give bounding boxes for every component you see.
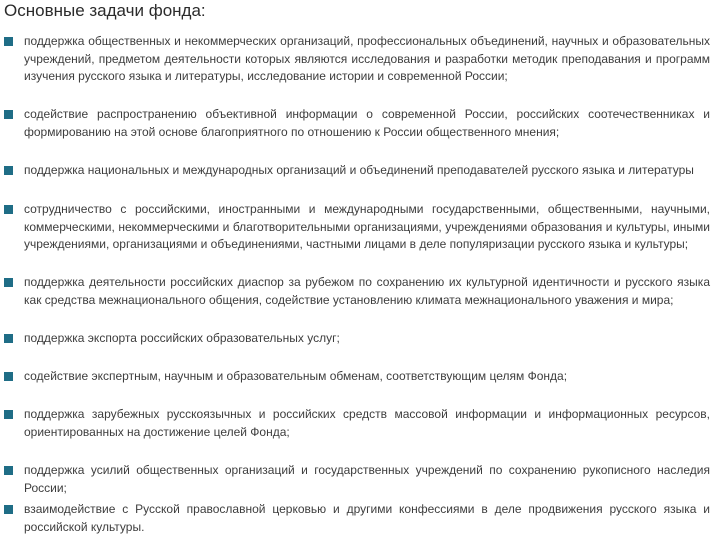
list-item-text: содействие экспертным, научным и образовательным обменам, соответствующим целям Фонда; bbox=[24, 369, 568, 383]
list-item-text: содействие распространению объективной информации о современной России, российских соотечественниках и формированию на этой основе благоприятного по отношению к России общественного мнения; bbox=[24, 107, 710, 139]
square-bullet-icon bbox=[4, 410, 13, 419]
list-item bbox=[4, 406, 710, 441]
list-item-text: сотрудничество с российскими, иностранными и международными государственными, общественными, научными, коммерческими, некоммерческими и благотворительными организациями, учреждениями образования и культуры, иными учреждениями, организациями и объединениями, частными лицами в деле популяризации русского языка и культуры; bbox=[24, 202, 710, 251]
square-bullet-icon bbox=[4, 466, 13, 475]
list-item-text: взаимодействие с Русской православной церковью и другими конфессиями в деле продвижения русского языка и российской культуры. bbox=[24, 502, 710, 534]
page-title: Основные задачи фонда: bbox=[4, 1, 206, 20]
list-item bbox=[4, 106, 710, 141]
square-bullet-icon bbox=[4, 334, 13, 343]
list-item bbox=[4, 162, 710, 180]
square-bullet-icon bbox=[4, 278, 13, 287]
square-bullet-icon bbox=[4, 166, 13, 175]
square-bullet-icon bbox=[4, 110, 13, 119]
square-bullet-icon bbox=[4, 37, 13, 46]
square-bullet-icon bbox=[4, 505, 13, 514]
list-item bbox=[4, 330, 710, 348]
list-item bbox=[4, 368, 710, 386]
list-item-text: поддержка зарубежных русскоязычных и российских средств массовой информации и информационных ресурсов, ориентированных на достижение целей Фонда; bbox=[24, 407, 710, 439]
square-bullet-icon bbox=[4, 372, 13, 381]
list-item-text: поддержка усилий общественных организаций и государственных учреждений по сохранению рукописного наследия России; bbox=[24, 463, 710, 495]
list-item bbox=[4, 501, 710, 536]
list-item bbox=[4, 462, 710, 497]
list-item-text: поддержка экспорта российских образовательных услуг; bbox=[24, 331, 340, 345]
list-item bbox=[4, 274, 710, 309]
list-item-text: поддержка деятельности российских диаспор за рубежом по сохранению их культурной идентичности и русского языка как средства межнационального общения, содействие установлению климата межнационального уважения и мира; bbox=[24, 275, 710, 307]
square-bullet-icon bbox=[4, 205, 13, 214]
list-item bbox=[4, 33, 710, 86]
list-item-text: поддержка национальных и международных организаций и объединений преподавателей русского языка и литературы bbox=[24, 163, 694, 177]
list-item bbox=[4, 201, 710, 254]
list-item-text: поддержка общественных и некоммерческих организаций, профессиональных объединений, научных и образовательных учреждений, предметом деятельности которых являются исследования и разработки методик преподавания и программ изучения русского языка и литературы, исследование истории и современной России; bbox=[24, 34, 710, 83]
